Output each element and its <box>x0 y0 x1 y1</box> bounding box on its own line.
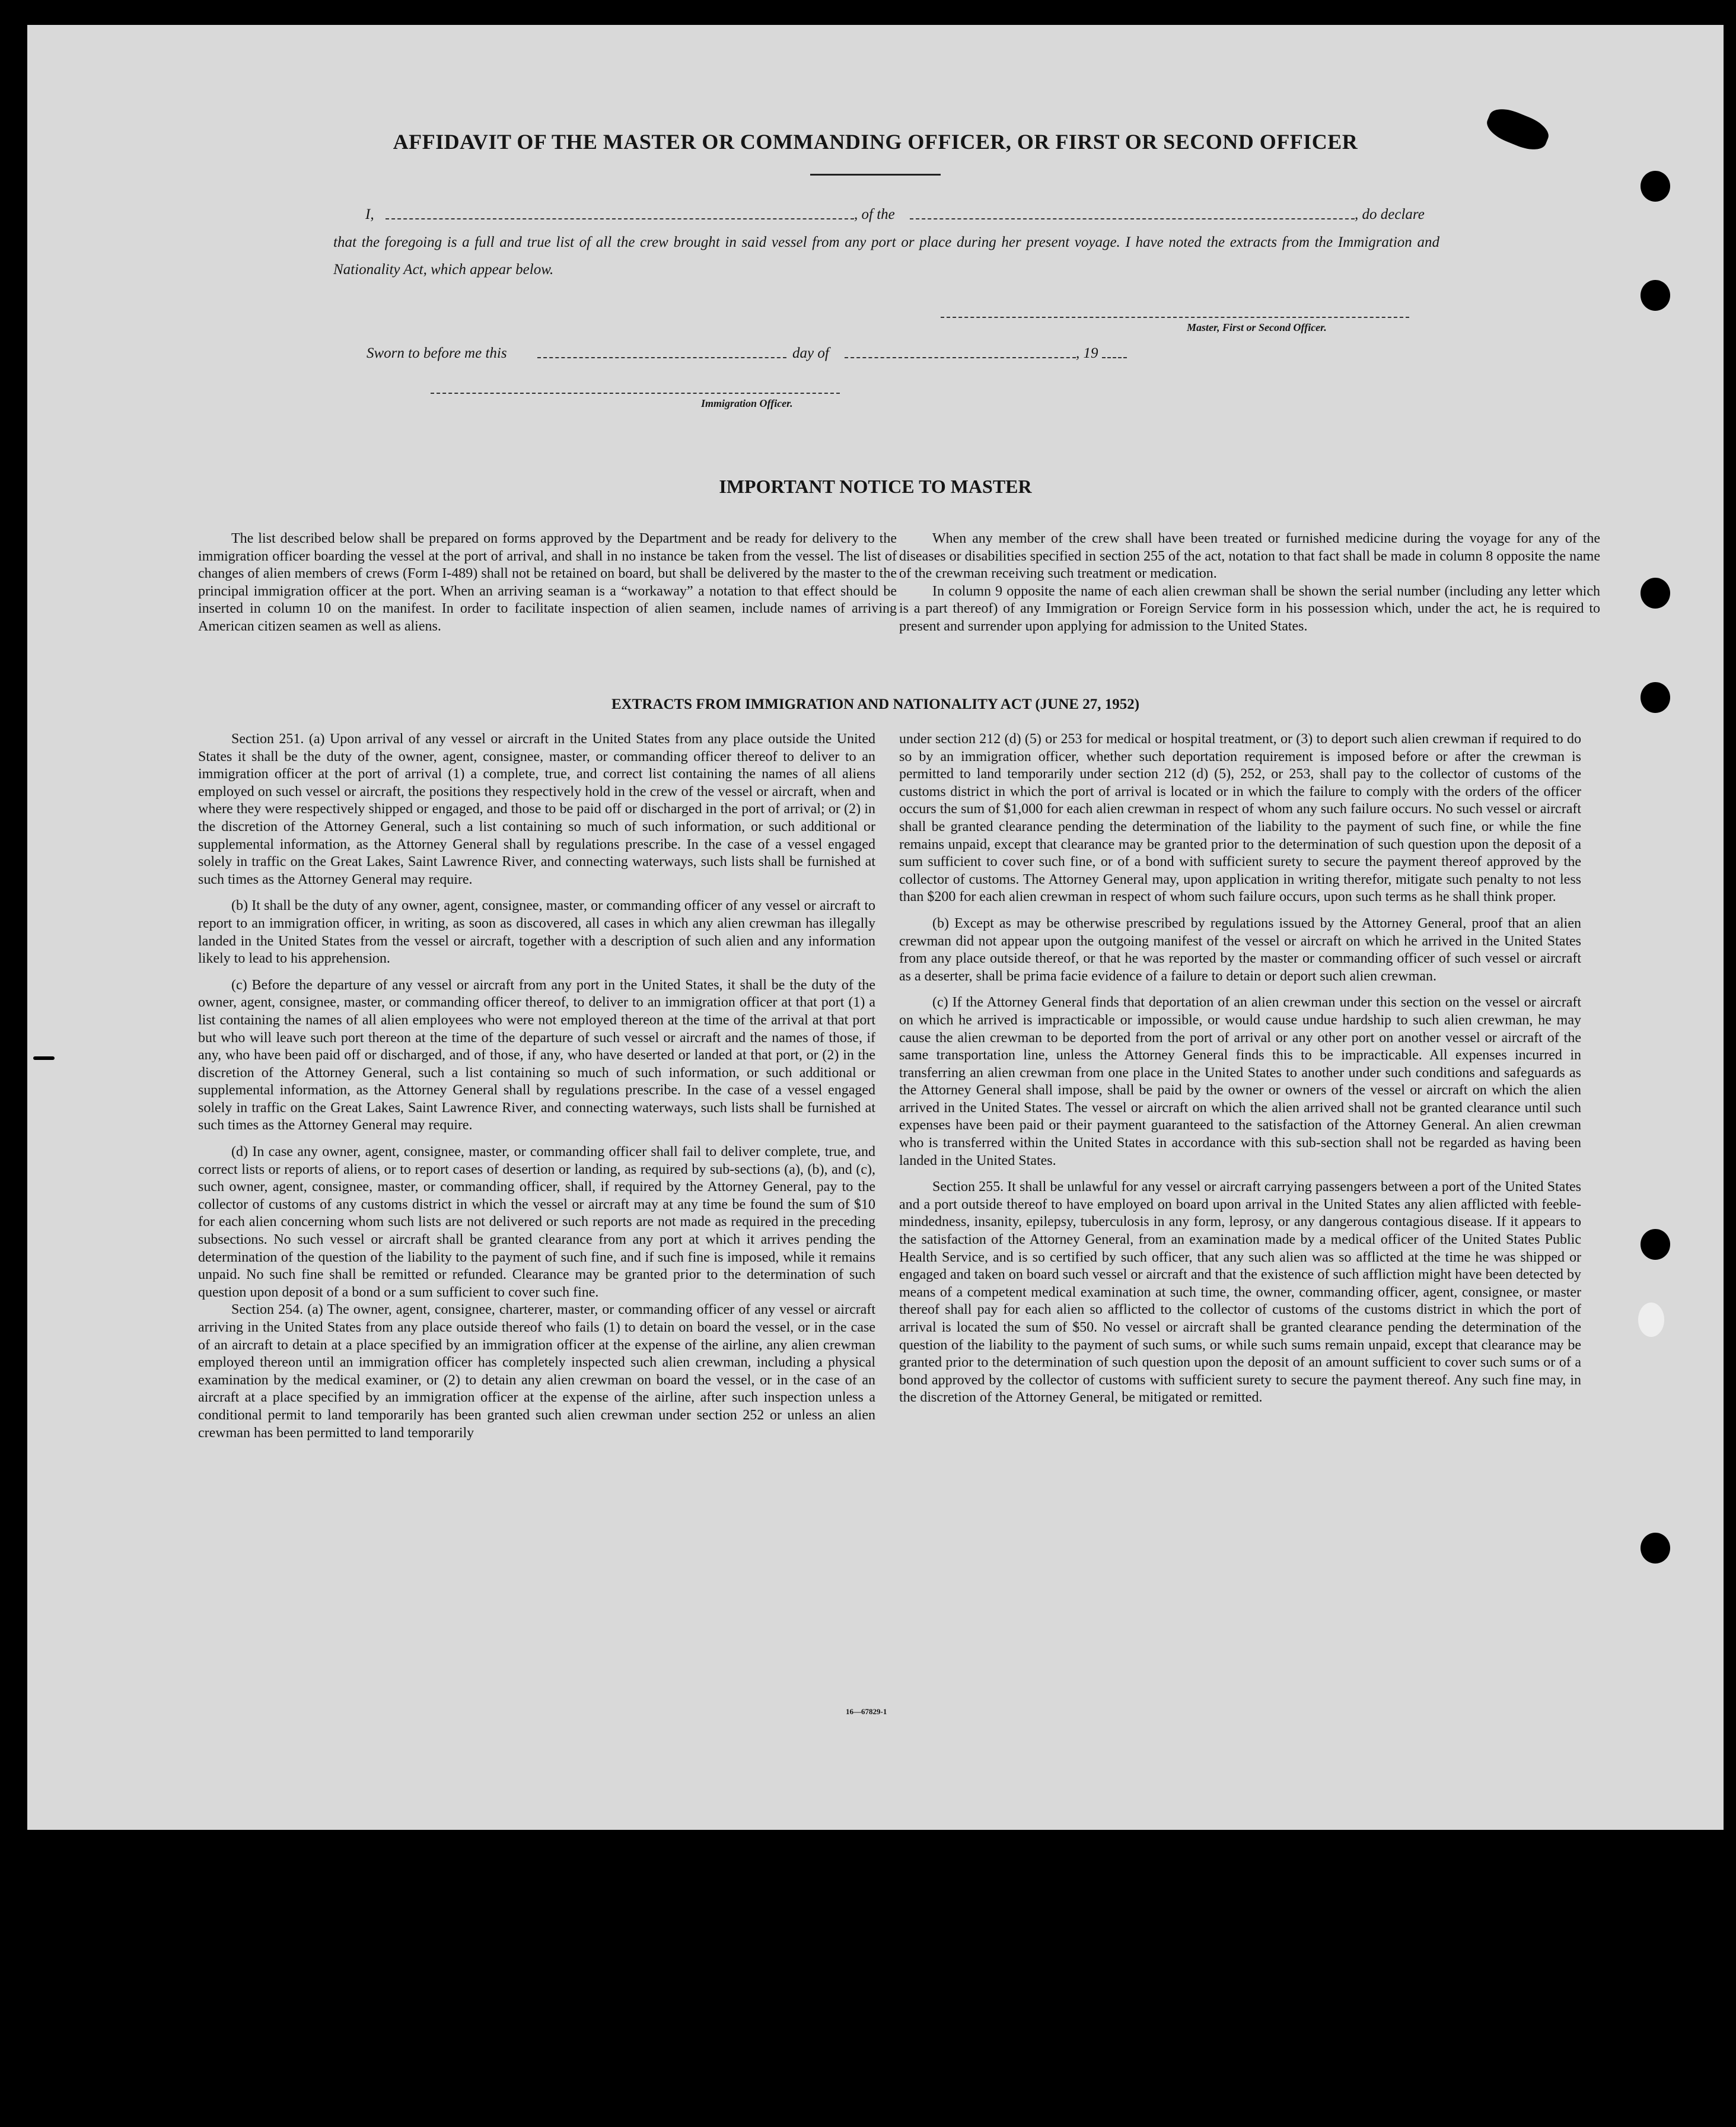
ink-mark <box>33 1056 55 1060</box>
affidavit-i-label: I, <box>365 206 374 222</box>
master-signature-blank <box>941 317 1409 318</box>
punch-hole <box>1641 280 1670 311</box>
punch-hole <box>1638 1303 1664 1337</box>
officer-signature-blank <box>431 393 840 394</box>
notice-paragraph: When any member of the crew shall have been treated or furnished medicine during the voyage for any of the diseases or disabilities specified in section 255 of the act, notation to that fact shall be made in column 8 opposite the name of the crewman receiving such treatment or medication. <box>899 531 1600 582</box>
notice-paragraph: The list described below shall be prepared on forms approved by the Department and be ready for delivery to the immigration officer boarding the vessel at the port of arrival, and shall in no instance be taken from the vessel. The list of changes of alien members of crews (Form I-489) shall not be retained on board, but shall be delivered by the master to the principal immigration officer at the port. When an arriving seaman is a “workaway” a notation to that effect should be inserted in column 10 on the manifest. In order to facilitate inspection of alien seamen, include names of arriving American citizen seamen as well as aliens. <box>198 531 897 634</box>
day-of-label: day of <box>792 345 829 361</box>
notice-paragraph: In column 9 opposite the name of each alien crewman shall be shown the serial number (including any letter which is a part thereof) of any Immigration or Foreign Service form in his possession which, under the act, he is required to present and surrender upon applying for admission to the United States. <box>899 583 1600 634</box>
extract-paragraph: Section 254. (a) The owner, agent, consignee, charterer, master, or commanding officer of any vessel or aircraft arriving in the United States from any place outside thereof who fails (1) to detain on board the vessel, or in the case of an aircraft to detain at a place specified by an immigration officer at the expense of the airline, any alien crewman employed thereon until an immigration officer has completely inspected such alien crewman, including a physical examination by the medical examiner, or (2) to detain any alien crewman on board the vessel, or in the case of an aircraft at a place specified by an immigration officer at the expense of the airline, after such inspection unless a conditional permit to land temporarily has been granted such alien crewman under section 252 or unless an alien crewman has been permitted to land temporarily <box>198 1302 875 1441</box>
sworn-month-blank <box>845 357 1076 358</box>
extract-paragraph: (c) Before the departure of any vessel or aircraft from any port in the United States, it shall be the duty of the owner, agent, consignee, master, or commanding officer thereof, to deliver to an immigration officer at that port (1) a list containing the names of all alien employees who were not employed thereon at the time of the arrival at that port but who will leave such port thereon at the time of the departure of such vessel or aircraft and the names of those, if any, who have been paid off or discharged, and of those, if any, who have deserted or landed at that port, or (2) in the discretion of the Attorney General, such a list containing so much of such information, or such additional or supplemental information, as the Attorney General shall by regulations prescribe. In the case of a vessel engaged solely in traffic on the Great Lakes, Saint Lawrence River, and connecting waterways, such lists shall be furnished at such times as the Attorney General may require. <box>198 977 875 1133</box>
affidavit-title: AFFIDAVIT OF THE MASTER OR COMMANDING OFFICER, OR FIRST OR SECOND OFFICER <box>393 130 1358 154</box>
vessel-blank <box>910 218 1355 219</box>
extract-paragraph: (c) If the Attorney General finds that deportation of an alien crewman under this section on the vessel or aircraft on which he arrived is impracticable or impossible, or would cause undue hardship to such alien crewman, he may cause the alien crewman to be deported from the port of arrival or any other port on another vessel or aircraft of the same transportation line, unless the Attorney General finds this to be impracticable. All expenses incurred in transferring an alien crewman from one place in the United States to another under such conditions and safeguards as the Attorney General shall impose, shall be paid by the owner or owners of the vessel or aircraft on which the alien arrived in the United States. The vessel or aircraft on which the alien arrived shall not be granted clearance until such expenses have been paid or their payment guaranteed to the satisfaction of the Attorney General. An alien crewman who is transferred within the United States in accordance with this sub-section shall not be regarded as having been landed in the United States. <box>899 995 1581 1168</box>
title-rule <box>810 174 941 176</box>
name-blank <box>386 218 854 219</box>
form-number: 16—67829-1 <box>846 1707 887 1716</box>
sworn-label: Sworn to before me this <box>367 345 507 361</box>
officer-caption: Immigration Officer. <box>701 397 793 409</box>
affidavit-declare-label: , do declare <box>1355 206 1425 222</box>
affidavit-of-the-label: , of the <box>854 206 895 222</box>
extract-paragraph: Section 255. It shall be unlawful for any vessel or aircraft carrying passengers between a port of the United States and a port outside thereof to have employed on board upon arrival in the United States any alien afflicted with feeble-mindedness, insanity, epilepsy, tuberculosis in any form, leprosy, or any dangerous contagious disease. If it appears to the satisfaction of the Attorney General, from an examination made by a medical officer of the United States Public Health Service, and is so certified by such officer, that any such alien was so afflicted at the time he was shipped or engaged and taken on board such vessel or aircraft and that the existence of such affliction might have been detected by means of a competent medical examination at such time, the owner, commanding officer, agent, consignee, or master thereof shall pay for each alien so afflicted to the collector of customs of the customs district in which the port of arrival is located the sum of $50. No vessel or aircraft shall be granted clearance pending the determination of the question of the liability to the payment of such sums, or while such sums remain unpaid, except that clearance may be granted prior to the determination of such question upon the deposit of an amount sufficient to cover such sums or of a bond approved by the collector of customs with sufficient surety to secure the payment thereof. Any such fine may, in the discretion of the Attorney General, be mitigated or remitted. <box>899 1179 1581 1406</box>
extract-paragraph: Section 251. (a) Upon arrival of any vessel or aircraft in the United States from any place outside the United States it shall be the duty of the owner, agent, consignee, master, or commanding officer thereof to deliver to an immigration officer at the port of arrival (1) a complete, true, and correct list containing the names of all aliens employed on such vessel or aircraft, the positions they respectively hold in the crew of the vessel or aircraft, when and where they were respectively shipped or engaged, and those to be paid off or discharged in the port of arrival; or (2) in the discretion of the Attorney General, such a list containing so much of such information, or such additional or supplemental information, as the Attorney General shall by regulations prescribe. In the case of a vessel engaged solely in traffic on the Great Lakes, Saint Lawrence River, and connecting waterways, such lists shall be furnished at such times as the Attorney General may require. <box>198 731 875 887</box>
year-label: , 19 <box>1076 345 1098 361</box>
extract-paragraph: under section 212 (d) (5) or 253 for medical or hospital treatment, or (3) to deport such alien crewman if required to do so by an immigration officer, whether such deportation requirement is imposed before or after the crewman is permitted to land temporarily under section 212 (d) (5), 252, or 253, shall pay to the collector of customs of the customs district in which the port of arrival is located or in which the failure to comply with the orders of the officer occurs the sum of $1,000 for each alien crewman in respect of whom any such failure occurs. No such vessel or aircraft shall be granted clearance pending the determination of the liability to the payment of such fine, or while the fine remains unpaid, except that clearance may be granted prior to the determination of such question upon the deposit of a sum sufficient to cover such fine, or of a bond with sufficient surety to secure the payment thereof approved by the collector of customs. The Attorney General may, upon application in writing therefor, mitigate such penalty to not less than $200 for each alien crewman in respect of whom such failure occurs, upon such terms as he shall think proper. <box>899 731 1581 905</box>
extract-paragraph: (b) Except as may be otherwise prescribed by regulations issued by the Attorney General, proof that an alien crewman did not appear upon the outgoing manifest of the vessel or aircraft on which he arrived in the United States from any place outside thereof, or that he was reported by the master or commanding officer of such vessel or aircraft as a deserter, shall be prima facie evidence of a failure to detain or deport such alien crewman. <box>899 915 1581 984</box>
punch-hole <box>1641 1533 1670 1564</box>
sworn-day-blank <box>537 357 786 358</box>
punch-hole <box>1641 171 1670 202</box>
extract-paragraph: (d) In case any owner, agent, consignee, master, or commanding officer shall fail to deliver complete, true, and correct lists or reports of aliens, or to report cases of desertion or landing, as required by sub-sections (a), (b), and (c), such owner, agent, consignee, master, or commanding officer, shall, if required by the Attorney General, pay to the collector of customs of any customs district in which the vessel or aircraft may at any time be found the sum of $10 for each alien concerning whom such lists are not delivered or such reports are not made as required in the preceding subsections. No such vessel or aircraft shall be granted clearance from any port at which it arrives pending the determination of the question of the liability to the payment of such fine, and if such fine is imposed, while it remains unpaid. No such fine shall be remitted or refunded. Clearance may be granted prior to the determination of such question upon deposit of a bond or a sum sufficient to cover such fine. <box>198 1144 875 1300</box>
punch-hole <box>1641 578 1670 609</box>
declaration-text: that the foregoing is a full and true list of all the crew brought in said vessel from any port or place during her present voyage. I have noted the extracts from the Immigration and Nationality Act, which appear below. <box>333 234 1439 278</box>
extracts-title: EXTRACTS FROM IMMIGRATION AND NATIONALITY ACT (JUNE 27, 1952) <box>611 696 1140 712</box>
document-page <box>27 25 1724 1830</box>
extracts-left-column <box>198 731 875 1451</box>
notice-right-column <box>899 530 1600 645</box>
punch-hole <box>1641 1229 1670 1260</box>
notice-title: IMPORTANT NOTICE TO MASTER <box>719 476 1032 497</box>
extract-paragraph: (b) It shall be the duty of any owner, agent, consignee, master, or commanding officer of any vessel or aircraft to report to an immigration officer, in writing, as soon as discovered, all cases in which any alien crewman has illegally landed in the United States from the vessel or aircraft, together with a description of such alien and any information likely to lead to his apprehension. <box>198 898 875 967</box>
notice-left-column <box>198 530 897 645</box>
extracts-right-column <box>899 731 1581 1416</box>
sworn-year-blank <box>1102 357 1127 358</box>
master-caption: Master, First or Second Officer. <box>1187 321 1327 333</box>
